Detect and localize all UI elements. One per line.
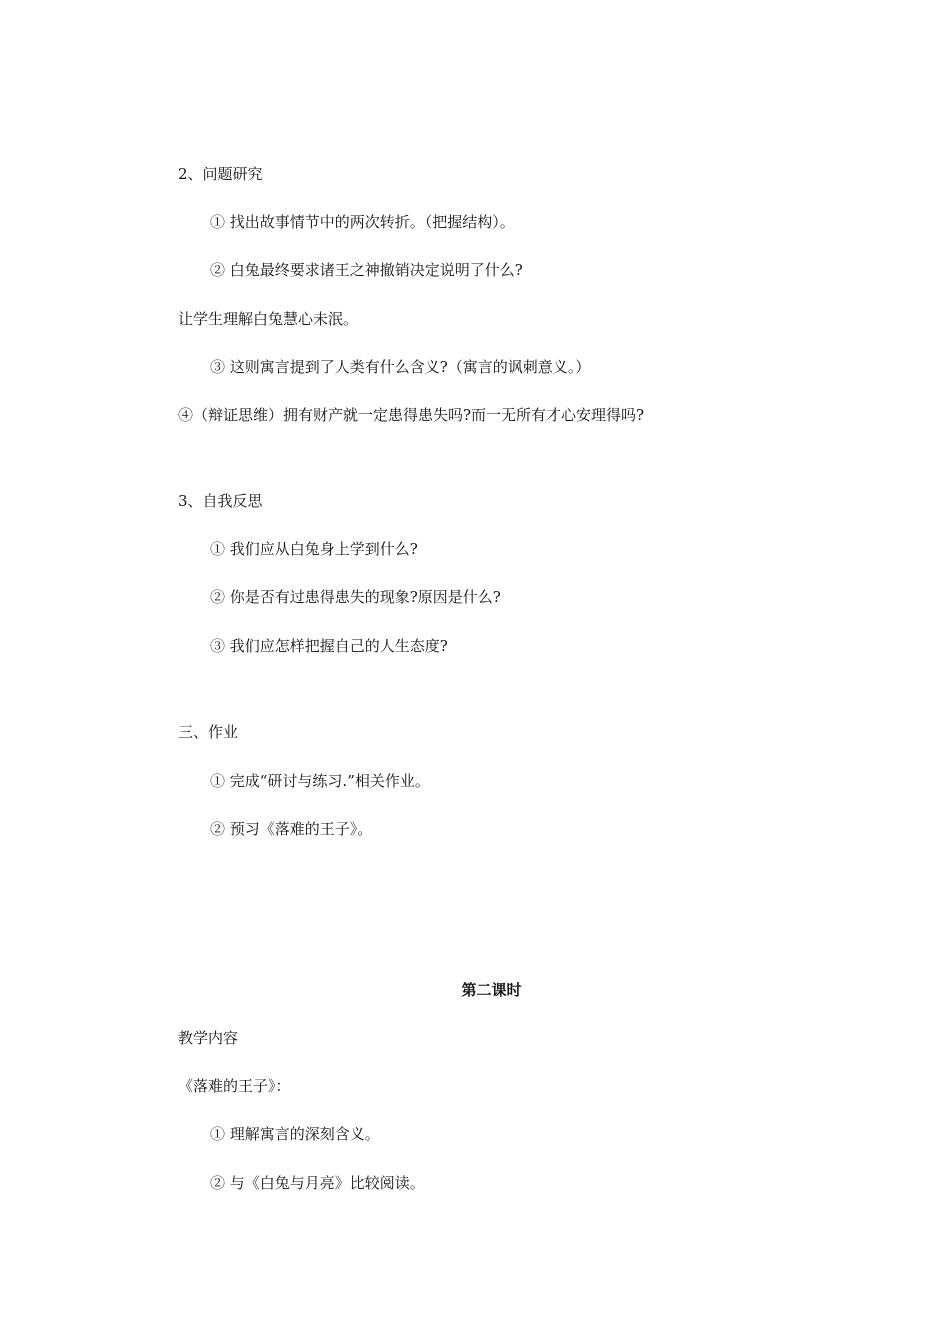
question-item: ② 你是否有过患得患失的现象?原因是什么? bbox=[210, 588, 501, 606]
question-note: 让学生理解白兔慧心未泯。 bbox=[178, 310, 359, 328]
text-title: 《落难的王子》： bbox=[178, 1077, 291, 1095]
content-heading: 教学内容 bbox=[178, 1029, 239, 1047]
goal-item: ② 与《白兔与月亮》比较阅读。 bbox=[210, 1174, 425, 1192]
question-item: ① 我们应从白兔身上学到什么? bbox=[210, 540, 418, 558]
question-item: ① 找出故事情节中的两次转折。（把握结构）。 bbox=[210, 213, 515, 231]
lesson-title: 第二课时 bbox=[461, 981, 522, 999]
question-item: ③ 这则寓言提到了人类有什么含义?（寓言的讽刺意义。） bbox=[210, 358, 591, 376]
question-item: ② 白兔最终要求诸王之神撤销决定说明了什么? bbox=[210, 261, 523, 279]
section-heading-homework: 三、作业 bbox=[178, 723, 239, 741]
question-item: ④（辩证思维）拥有财产就一定患得患失吗?而一无所有才心安理得吗? bbox=[178, 406, 645, 424]
section-heading-problem-research: 2、问题研究 bbox=[178, 165, 263, 183]
goal-item: ① 理解寓言的深刻含义。 bbox=[210, 1125, 380, 1143]
question-item: ③ 我们应怎样把握自己的人生态度? bbox=[210, 637, 448, 655]
homework-item: ① 完成“研讨与练习.”相关作业。 bbox=[210, 772, 430, 790]
section-heading-self-reflection: 3、自我反思 bbox=[178, 492, 263, 510]
homework-item: ② 预习《落难的王子》。 bbox=[210, 820, 373, 838]
